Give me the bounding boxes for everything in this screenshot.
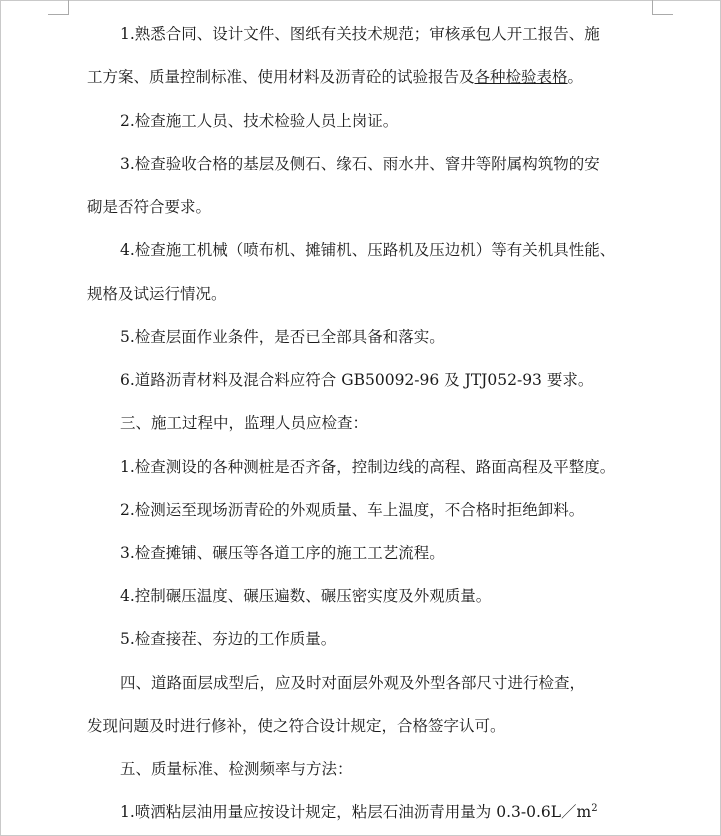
paragraph-line: 5.检查接茬、夯边的工作质量。 (120, 630, 337, 648)
paragraph-line: 发现问题及时进行修补，使之符合设计规定，合格签字认可。 (87, 717, 506, 735)
paragraph-line: 3.检查验收合格的基层及侧石、缘石、雨水井、窨井等附属构筑物的安 (120, 155, 600, 173)
crop-mark-right (652, 0, 673, 15)
paragraph-line: 砌是否符合要求。 (87, 198, 212, 216)
paragraph-line: 6.道路沥青材料及混合料应符合 GB50092-96 及 JTJ052-93 要求。 (120, 371, 594, 389)
section-heading: 三、施工过程中，监理人员应检查： (120, 414, 369, 432)
paragraph-line: 4.检查施工机械（喷布机、摊铺机、压路机及压边机）等有关机具性能、 (120, 241, 616, 259)
paragraph-line: 2.检查施工人员、技术检验人员上岗证。 (120, 112, 399, 130)
section-heading: 四、道路面层成型后，应及时对面层外观及外型各部尺寸进行检查， (120, 674, 586, 692)
paragraph-line: 5.检查层面作业条件，是否已全部具备和落实。 (120, 328, 445, 346)
paragraph-line: 1.检查测设的各种测桩是否齐备，控制边线的高程、路面高程及平整度。 (120, 458, 616, 476)
crop-mark-left (48, 0, 69, 15)
paragraph-line: 1.熟悉合同、设计文件、图纸有关技术规范；审核承包人开工报告、施 (120, 25, 600, 43)
paragraph-line: 3.检查摊铺、碾压等各道工序的施工工艺流程。 (120, 544, 445, 562)
line-text: 1.喷洒粘层油用量应按设计规定，粘层石油沥青用量为 0.3-0.6L／m (120, 803, 592, 821)
paragraph-line: 规格及试运行情况。 (87, 285, 227, 303)
paragraph-line (0, 65, 721, 89)
line-text: 。 (567, 68, 584, 86)
paragraph-line: 2.检测运至现场沥青砼的外观质量、车上温度，不合格时拒绝卸料。 (120, 501, 585, 519)
underlined-text: 各种检验表格 (474, 68, 568, 86)
paragraph-line (0, 800, 721, 824)
superscript: 2 (591, 802, 598, 814)
section-heading: 五、质量标准、检测频率与方法： (120, 760, 353, 778)
paragraph-line: 4.控制碾压温度、碾压遍数、碾压密实度及外观质量。 (120, 587, 492, 605)
line-text: 工方案、质量控制标准、使用材料及沥青砼的试验报告及 (87, 68, 475, 86)
